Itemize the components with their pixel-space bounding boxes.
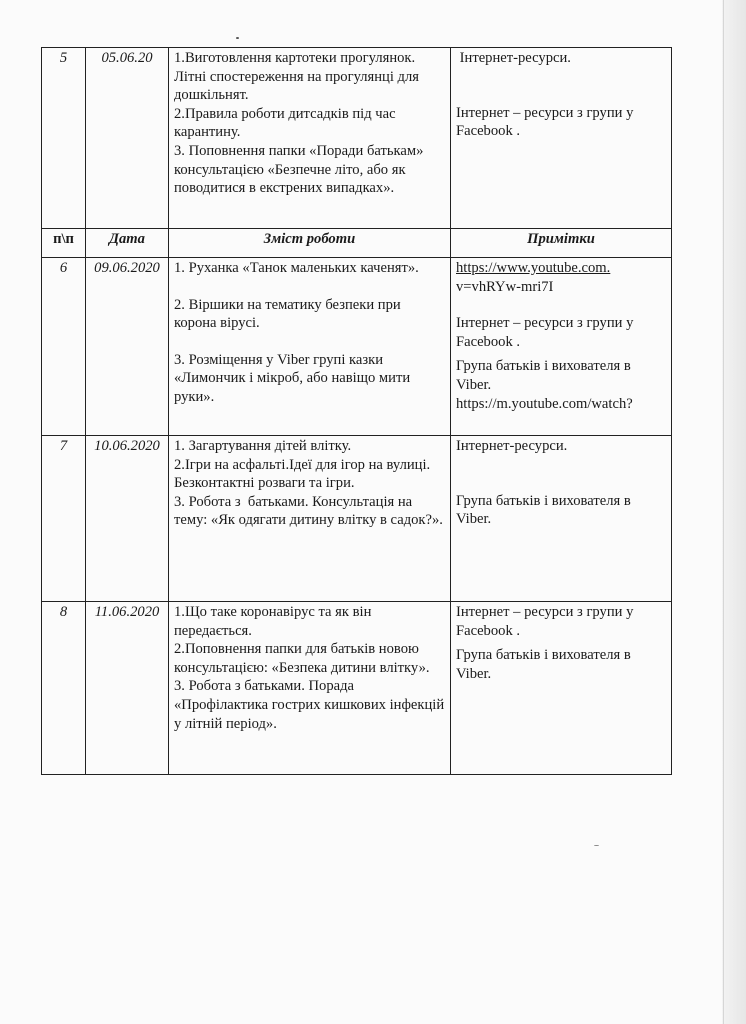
spacer [456, 86, 666, 104]
row-date: 11.06.2020 [86, 602, 169, 775]
note-item: Інтернет – ресурси з групи у Facebook . [456, 604, 638, 639]
table-row [42, 258, 672, 436]
note-item: Інтернет-ресурси. [456, 438, 568, 454]
content-item: 2.Поповнення папки для батьків новою консультацією: «Безпека дитини влітку». [174, 641, 430, 676]
content-item: 3. Робота з батьками. Консультація на тему: «Як одягати дитину влітку в садок?». [174, 493, 443, 529]
header-number: п\п [42, 229, 86, 258]
table-row [42, 602, 672, 775]
table-row [42, 48, 672, 229]
row-number: 8 [42, 602, 86, 775]
row-content [169, 48, 451, 229]
content-item: 1. Руханка «Танок маленьких каченят». [174, 260, 419, 276]
header-notes: Примітки [451, 229, 672, 258]
row-date: 05.06.20 [86, 48, 169, 229]
content-item: 2. Віршики на тематику безпеки при корона вірусі. [174, 296, 405, 332]
content-item: 2.Правила роботи дитсадків під час карантину. [174, 105, 400, 141]
note-item: Інтернет – ресурси з групи у Facebook . [456, 104, 638, 140]
spacer [456, 296, 666, 314]
spacer [456, 456, 666, 474]
content-item: 1.Виготовлення картотеки прогулянок. Літні спостереження на прогулянці для дошкільнят. [174, 50, 423, 104]
row-notes [451, 436, 672, 602]
row-number: 6 [42, 258, 86, 436]
content-item: 3. Поповнення папки «Поради батькам» консультацією «Безпечне літо, або як поводитися в екстрених випадках». [174, 142, 428, 197]
row-content [169, 436, 451, 602]
row-content [169, 602, 451, 775]
content-item: 3. Робота з батьками. Порада «Профілактика гострих кишкових інфекцій у літній період». [174, 678, 448, 732]
note-item: Група батьків і вихователя в Viber. [456, 358, 635, 393]
row-notes [451, 602, 672, 775]
content-item: 3. Розміщення у Viber групі казки «Лимончик і мікроб, або навіщо мити руки». [174, 351, 414, 405]
row-date: 09.06.2020 [86, 258, 169, 436]
header-content: Зміст роботи [169, 229, 451, 258]
spacer [174, 278, 445, 296]
row-content [169, 258, 451, 436]
spacer [174, 333, 445, 351]
note-item: Група батьків і вихователя в Viber. [456, 647, 635, 682]
work-plan-table [41, 47, 672, 775]
content-item: 2.Ігри на асфальті.Ідеї для ігор на вулиці. Безконтактні розваги та ігри. [174, 456, 434, 492]
header-date: Дата [86, 229, 169, 258]
note-item: v=vhRYw-mri7I [456, 278, 554, 295]
spacer [456, 68, 666, 86]
content-item: 1.Що таке коронавірус та як він передається. [174, 604, 376, 639]
scan-edge-line [723, 0, 724, 1024]
table-header-row [42, 229, 672, 258]
note-item: Інтернет – ресурси з групи у Facebook . [456, 315, 638, 350]
scan-speck [594, 845, 599, 846]
note-item: Інтернет-ресурси. [456, 50, 571, 66]
youtube-link[interactable]: https://www.youtube.com. [456, 260, 611, 276]
content-item: 1. Загартування дітей влітку. [174, 438, 352, 454]
row-number: 5 [42, 48, 86, 229]
note-item: Група батьків і вихователя в Viber. [456, 492, 635, 528]
note-item: https://m.youtube.com/watch? [456, 395, 633, 412]
row-notes [451, 258, 672, 436]
table-row [42, 436, 672, 602]
scan-speck [236, 37, 239, 39]
row-notes [451, 48, 672, 229]
scan-margin [722, 0, 746, 1024]
row-number: 7 [42, 436, 86, 602]
spacer [456, 474, 666, 492]
row-date: 10.06.2020 [86, 436, 169, 602]
